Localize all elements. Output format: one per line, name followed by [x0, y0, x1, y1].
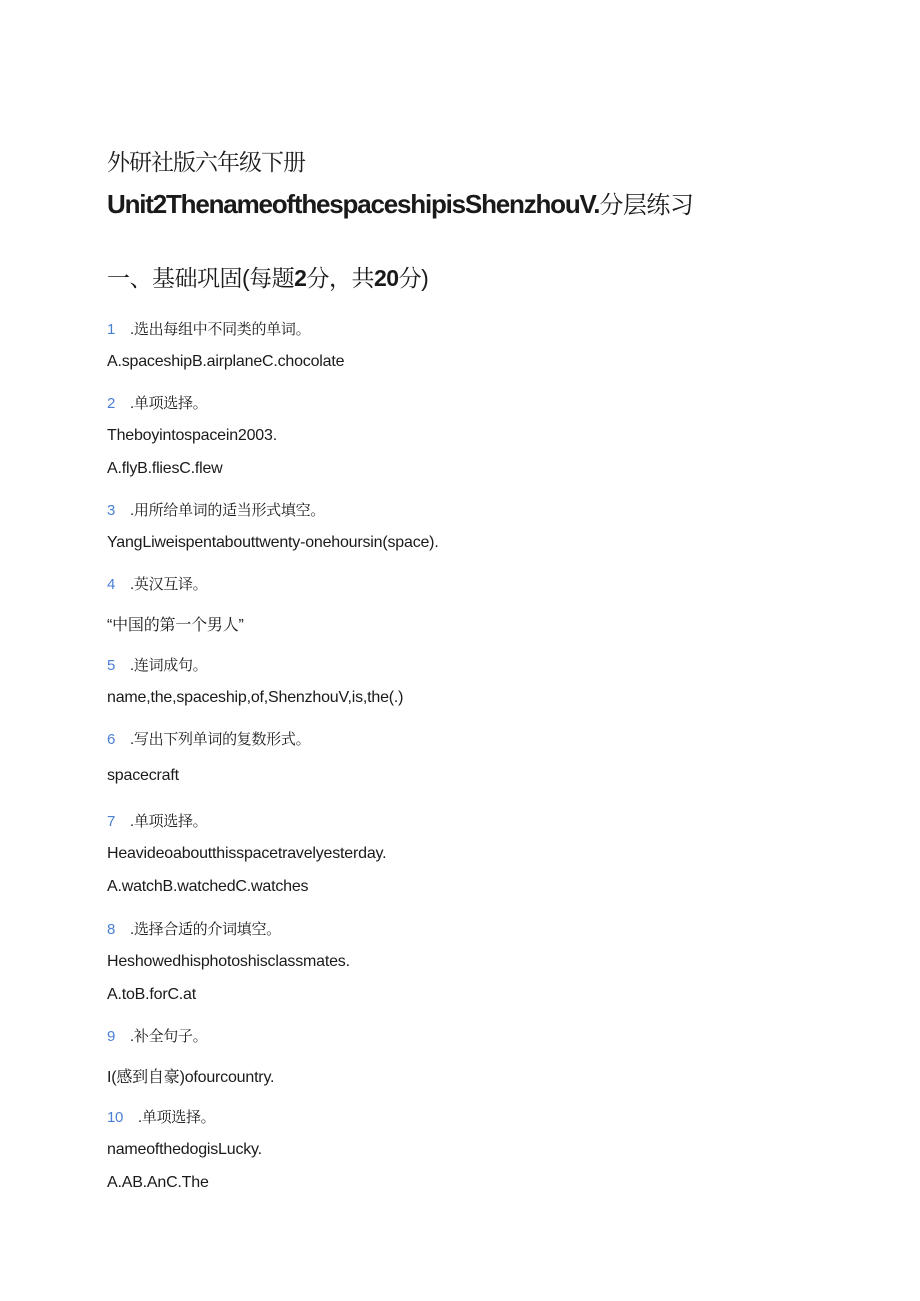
question-number: 10 [107, 1109, 124, 1126]
title-main: Unit2ThenameofthespaceshipisShenzhouV. [107, 189, 600, 219]
question-10-line-1: nameofthedogisLucky. [107, 1141, 262, 1158]
question-5-line-1: name,the,spaceship,of,ShenzhouV,is,the(.) [107, 689, 404, 706]
question-9-line-1: I(感到自豪)ofourcountry. [107, 1069, 275, 1086]
question-3-heading [107, 499, 325, 520]
question-instruction: .用所给单词的适当形式填空。 [130, 502, 325, 519]
question-10-heading [107, 1106, 215, 1127]
question-instruction: .单项选择。 [130, 395, 208, 412]
question-number: 7 [107, 813, 116, 830]
question-2-heading [107, 392, 207, 413]
question-instruction: .补全句子。 [130, 1028, 208, 1045]
question-instruction: .单项选择。 [130, 813, 208, 830]
section-label-mid: 分，共 [306, 265, 374, 291]
question-instruction: .选择合适的介词填空。 [130, 921, 281, 938]
question-2-line-1: Theboyintospacein2003. [107, 427, 277, 444]
question-number: 2 [107, 395, 116, 412]
question-6-line-1: spacecraft [107, 767, 179, 784]
question-instruction: .选出每组中不同类的单词。 [130, 321, 311, 338]
question-8-line-2: A.toB.forC.at [107, 986, 196, 1003]
section-label-pre: 一、基础巩固(每题 [107, 265, 295, 291]
question-number: 8 [107, 921, 116, 938]
section-label-post: 分) [398, 265, 429, 291]
question-number: 3 [107, 502, 116, 519]
section-heading [107, 260, 428, 293]
question-instruction: .写出下列单词的复数形式。 [130, 731, 311, 748]
question-8-heading [107, 918, 281, 939]
section-points: 2 [294, 265, 307, 291]
document-title [107, 185, 693, 220]
question-4-line-1: “中国的第一个男人” [107, 617, 244, 634]
title-suffix: 分层练习 [599, 192, 694, 219]
question-7-line-2: A.watchB.watchedC.watches [107, 878, 309, 895]
question-2-line-2: A.flyB.fliesC.flew [107, 460, 223, 477]
question-1-line-1: A.spaceshipB.airplaneC.chocolate [107, 353, 345, 370]
question-6-heading [107, 728, 310, 749]
question-number: 1 [107, 321, 116, 338]
question-instruction: .英汉互译。 [130, 576, 208, 593]
question-8-line-1: Heshowedhisphotoshisclassmates. [107, 953, 350, 970]
question-7-heading [107, 810, 207, 831]
question-instruction: .连词成句。 [130, 657, 208, 674]
section-total: 20 [373, 265, 399, 291]
question-10-line-2: A.AB.AnC.The [107, 1174, 209, 1191]
question-1-heading [107, 318, 310, 339]
question-number: 6 [107, 731, 116, 748]
question-4-heading [107, 573, 207, 594]
question-number: 4 [107, 576, 116, 593]
question-7-line-1: Heavideoaboutthisspacetravelyesterday. [107, 845, 387, 862]
question-9-heading [107, 1025, 207, 1046]
question-5-heading [107, 654, 207, 675]
question-3-line-1: YangLiweispentabouttwenty-onehoursin(space). [107, 534, 439, 551]
question-instruction: .单项选择。 [138, 1109, 216, 1126]
question-number: 5 [107, 657, 116, 674]
question-number: 9 [107, 1028, 116, 1045]
document-subtitle: 外研社版六年级下册 [107, 149, 305, 175]
